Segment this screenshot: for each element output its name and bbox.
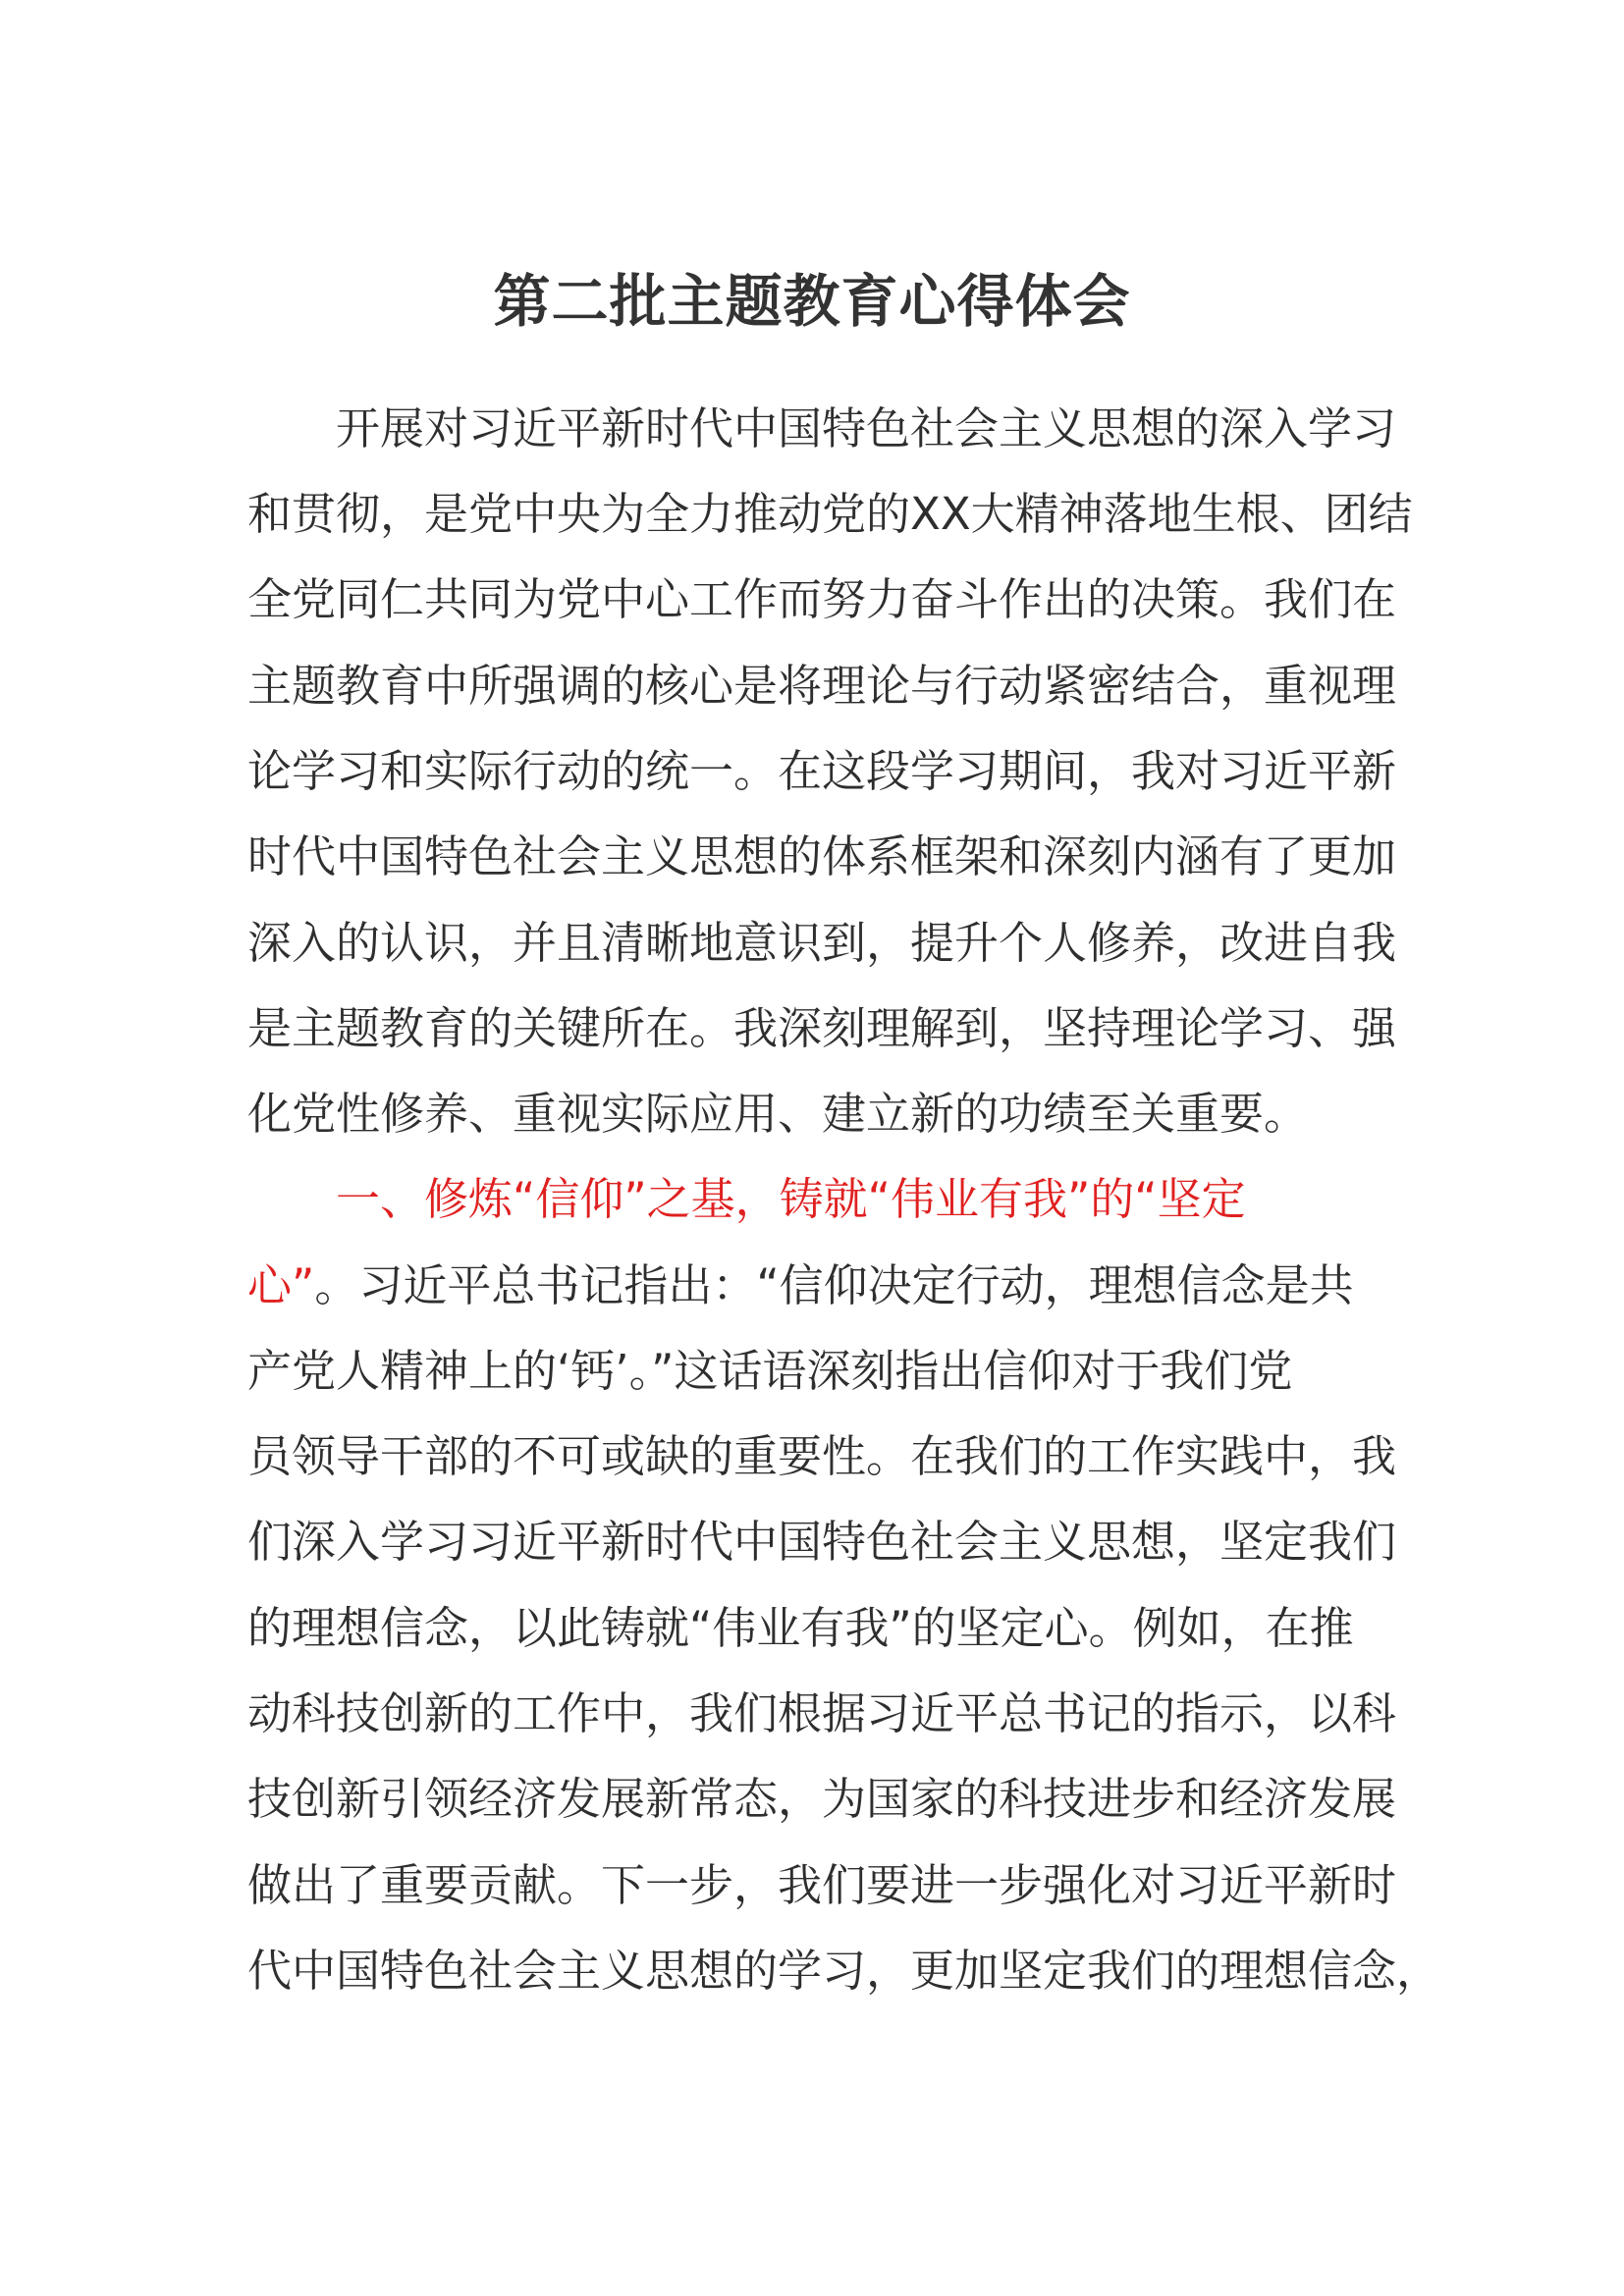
paragraph-2-line-8: 做出了重要贡献。下一步，我们要进一步强化对习近平新时	[247, 1859, 1397, 1911]
paragraph-2-line-9: 代中国特色社会主义思想的学习，更加坚定我们的理想信念，	[247, 1945, 1441, 1997]
paragraph-1-line-7: 深入的认识，并且清晰地意识到，提升个人修养，改进自我	[247, 917, 1397, 969]
paragraph-1-line-5: 论学习和实际行动的统一。在这段学习期间，我对习近平新	[247, 745, 1397, 797]
section-heading-line-1: 一、修炼“信仰”之基，铸就“伟业有我”的“坚定	[336, 1173, 1246, 1225]
paragraph-2-line-7: 技创新引领经济发展新常态，为国家的科技进步和经济发展	[247, 1773, 1397, 1825]
paragraph-1-line-2: 和贯彻，是党中央为全力推动党的XX大精神落地生根、团结	[247, 488, 1413, 540]
paragraph-2-line-4: 们深入学习习近平新时代中国特色社会主义思想，坚定我们	[247, 1516, 1397, 1568]
paragraph-2-line-2: 产党人精神上的‘钙’。”这话语深刻指出信仰对于我们党	[247, 1345, 1293, 1397]
paragraph-1-line-8: 是主题教育的关键所在。我深刻理解到，坚持理论学习、强	[247, 1002, 1397, 1054]
paragraph-1-line-3: 全党同仁共同为党中心工作而努力奋斗作出的决策。我们在	[247, 573, 1397, 625]
paragraph-2-line-3: 员领导干部的不可或缺的重要性。在我们的工作实践中，我	[247, 1430, 1397, 1482]
paragraph-2-line-6: 动科技创新的工作中，我们根据习近平总书记的指示，以科	[247, 1687, 1397, 1739]
paragraph-2-line-1	[247, 1243, 1354, 1328]
paragraph-2-line-5: 的理想信念，以此铸就“伟业有我”的坚定心。例如，在推	[247, 1602, 1354, 1654]
paragraph-1-line-9: 化党性修养、重视实际应用、建立新的功绩至关重要。	[247, 1088, 1309, 1140]
section-heading-line-2: 心”	[247, 1259, 315, 1311]
paragraph-1-line-4: 主题教育中所强调的核心是将理论与行动紧密结合，重视理	[247, 660, 1397, 712]
paragraph-1-line-6: 时代中国特色社会主义思想的体系框架和深刻内涵有了更加	[247, 830, 1397, 882]
paragraph-2-line-1-text: 。习近平总书记指出：“信仰决定行动，理想信念是共	[314, 1259, 1354, 1311]
paragraph-1-line-1: 开展对习近平新时代中国特色社会主义思想的深入学习	[336, 402, 1397, 454]
document-title: 第二批主题教育心得体会	[493, 268, 1131, 335]
